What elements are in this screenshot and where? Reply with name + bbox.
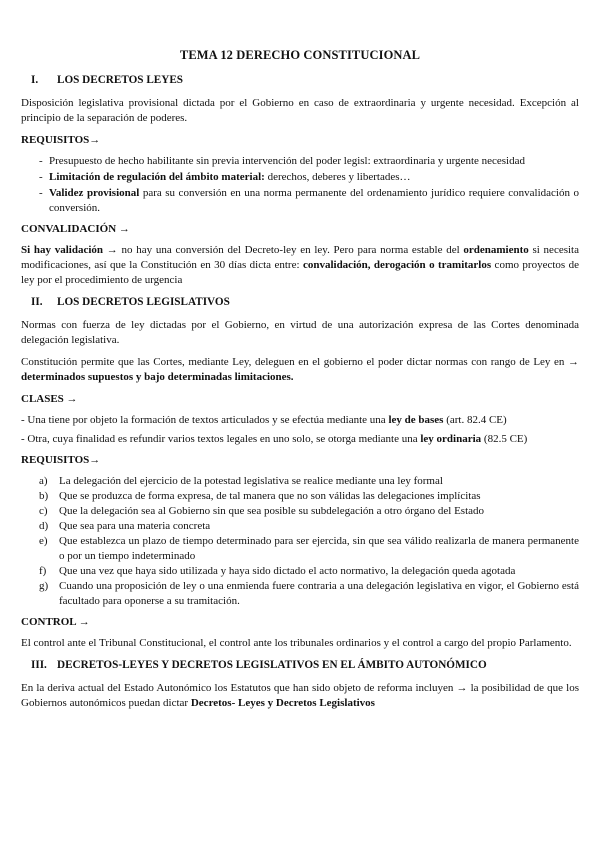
section-2-heading xyxy=(21,295,579,310)
s2-clase-1: - Una tiene por objeto la formación de textos articulados y se efectúa mediante una ley de bases (art. 82.4 CE) xyxy=(21,414,507,426)
section-1-number: I. xyxy=(31,74,39,86)
list-item: d) Que sea para una materia concreta xyxy=(39,520,211,532)
s1-convalidacion-text: Si hay validación → no hay una conversión del Decreto-ley en ley. Pero para norma estable del ordenamiento si necesita modificaciones, así que la Constitución en 30 días dicta entre: convalidación, derogación o tramitarlos como proyectos de ley por el procedimiento de urgencia xyxy=(21,244,579,286)
section-3-number: III. xyxy=(31,659,47,671)
section-3-paragraph: En la deriva actual del Estado Autonómico los Estatutos que han sido objeto de reforma incluyen → la posibilidad de que los Gobiernos autonómicos puedan dictar Decretos- Leyes y Decretos Legislativos xyxy=(21,682,579,709)
section-2-number: II. xyxy=(31,296,43,308)
list-item: - Presupuesto de hecho habilitante sin previa intervención del poder legisl: extraordinaria y urgente necesidad xyxy=(21,154,579,169)
section-1-title: LOS DECRETOS LEYES xyxy=(57,74,184,86)
list-item: b) Que se produzca de forma expresa, de tal manera que no son válidas las delegaciones implícitas xyxy=(39,490,481,502)
s2-requisitos-list xyxy=(21,474,579,609)
s2-clases-heading: CLASES → xyxy=(21,393,78,405)
section-1-heading xyxy=(21,73,579,88)
section-2-title: LOS DECRETOS LEGISLATIVOS xyxy=(57,296,230,308)
list-item: c) Que la delegación sea al Gobierno sin que sea posible su subdelegación a otro órgano del Estado xyxy=(39,505,485,517)
section-2-paragraph-1: Normas con fuerza de ley dictadas por el Gobierno, en virtud de una autorización expresa de las Cortes denominada delegación legislativa. xyxy=(21,319,579,346)
s1-requisitos-heading: REQUISITOS→ xyxy=(21,134,101,146)
s2-requisitos-heading: REQUISITOS→ xyxy=(21,454,101,466)
list-item: f) Que una vez que haya sido utilizada y haya sido dictado el acto normativo, la delegación queda agotada xyxy=(39,565,516,577)
s2-clase-2: - Otra, cuya finalidad es refundir varios textos legales en uno solo, se otorga mediante una ley ordinaria (82.5 CE) xyxy=(21,433,528,445)
section-3-title: DECRETOS-LEYES Y DECRETOS LEGISLATIVOS EN EL ÁMBITO AUTONÓMICO xyxy=(57,659,487,671)
list-item: g) Cuando una proposición de ley o una enmienda fuere contraria a una delegación legislativa en vigor, el Gobierno está facultado para oponerse a su tramitación. xyxy=(39,580,579,607)
s1-convalidacion-heading: CONVALIDACIÓN → xyxy=(21,223,130,235)
list-item: e) Que establezca un plazo de tiempo determinado para ser ejercida, sin que sea válido realizarla de manera permanente o por un tiempo indeterminado xyxy=(39,535,579,562)
s2-control-text: El control ante el Tribunal Constitucional, el control ante los tribunales ordinarios y el control a cargo del propio Parlamento. xyxy=(21,637,572,649)
section-3-heading xyxy=(21,658,579,673)
list-item: - Validez provisional para su conversión en una norma permanente del ordenamiento jurídico requiere convalidación o conversión. xyxy=(21,186,579,216)
section-1-intro: Disposición legislativa provisional dictada por el Gobierno en caso de extraordinaria y urgente necesidad. Excepción al principio de la separación de poderes. xyxy=(21,97,579,124)
list-item: a) La delegación del ejercicio de la potestad legislativa se realice mediante una ley formal xyxy=(39,475,443,487)
list-item: - Limitación de regulación del ámbito material: derechos, deberes y libertades… xyxy=(21,170,579,185)
document-title: TEMA 12 DERECHO CONSTITUCIONAL xyxy=(179,48,421,62)
section-2-paragraph-2: Constitución permite que las Cortes, mediante Ley, deleguen en el gobierno el poder dictar normas con rango de Ley en → determinados supuestos y bajo determinadas limitaciones. xyxy=(21,356,579,383)
s1-requisitos-list xyxy=(21,154,579,216)
s2-control-heading: CONTROL → xyxy=(21,616,90,628)
